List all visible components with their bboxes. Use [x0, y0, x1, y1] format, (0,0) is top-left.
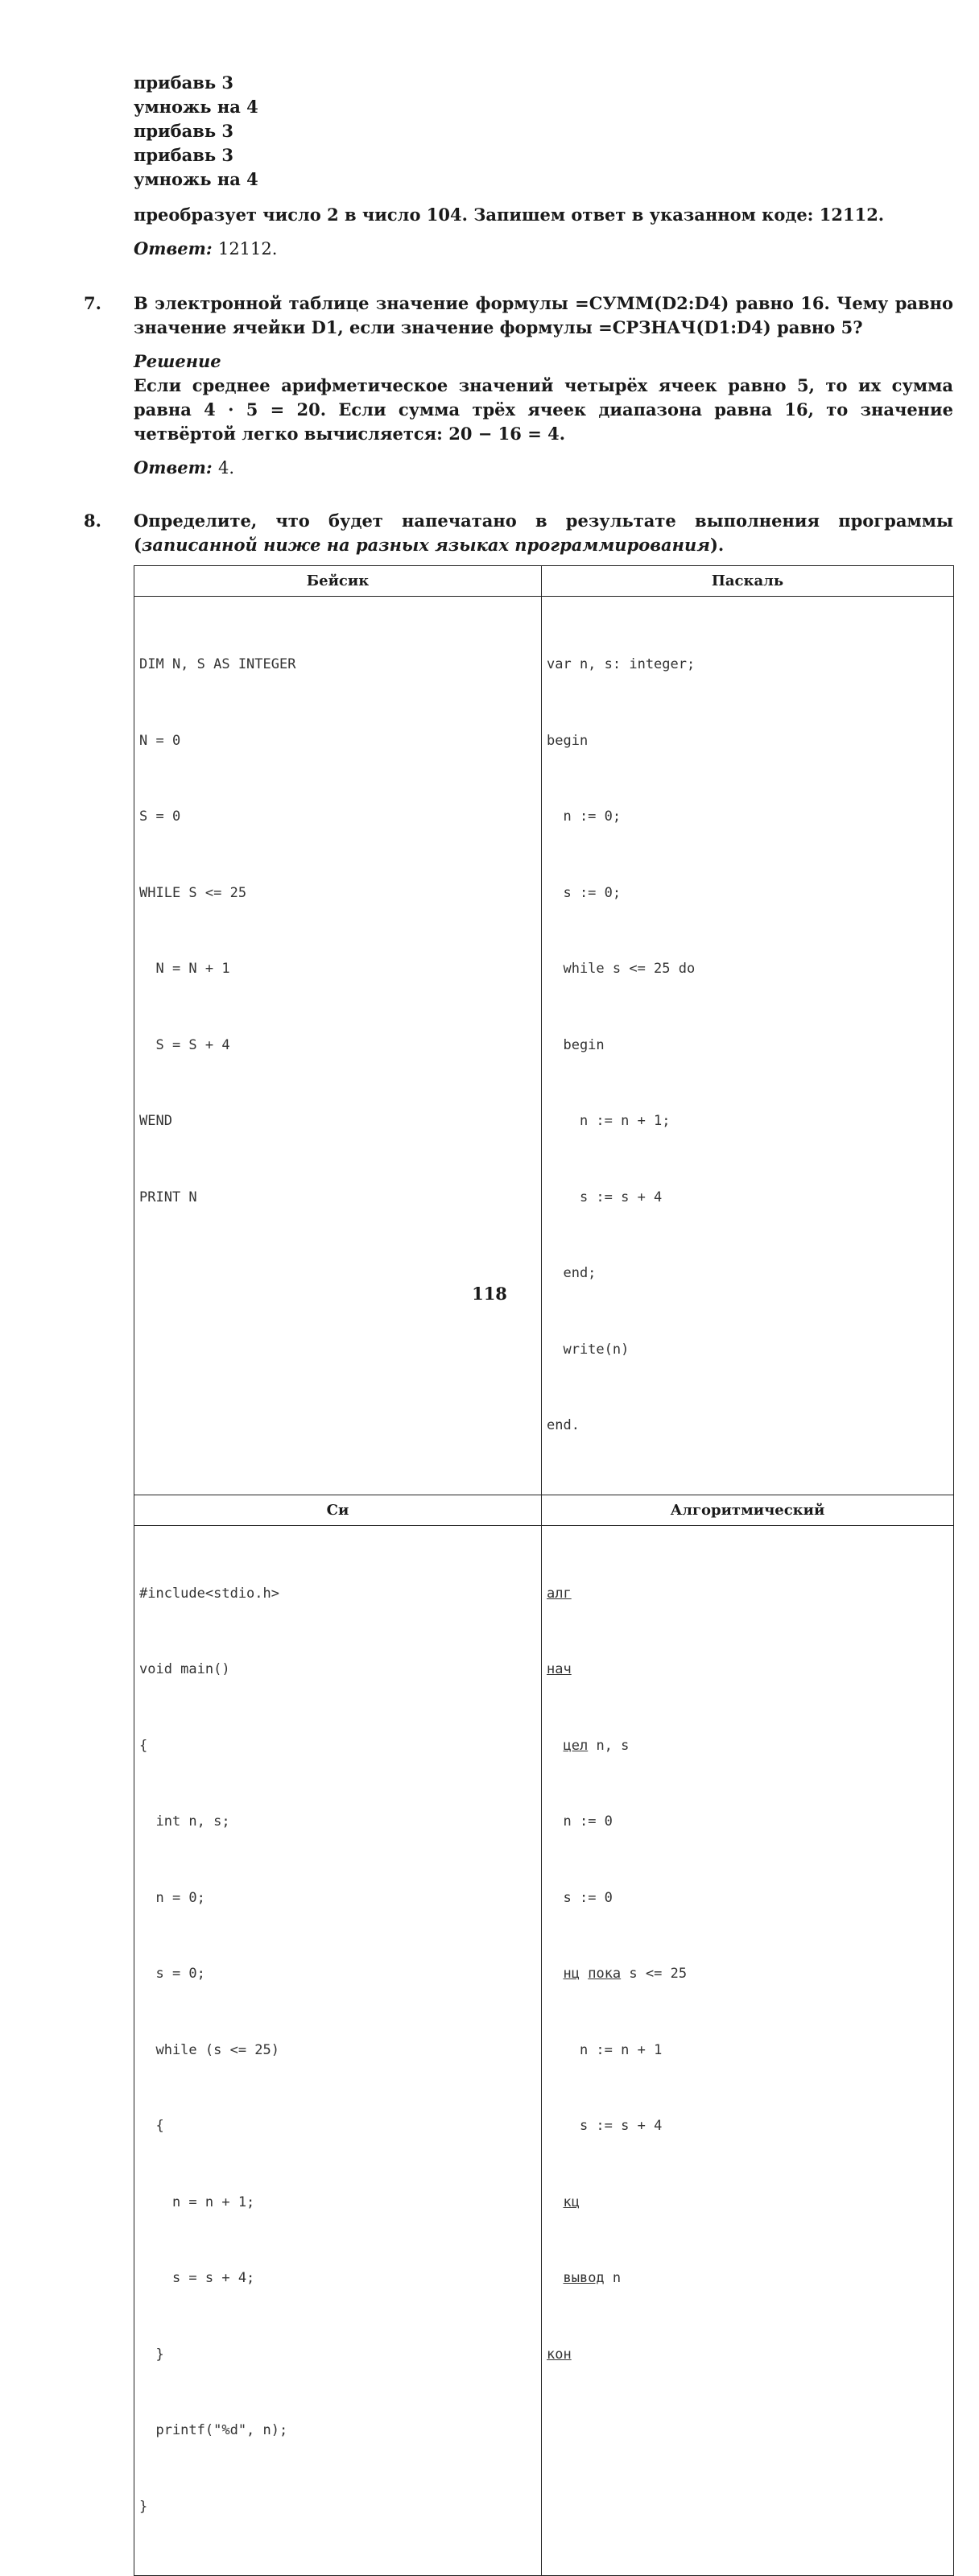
- code-line: S = 0: [139, 808, 181, 825]
- code-line: }: [139, 2346, 164, 2363]
- pascal-header: Паскаль: [542, 566, 954, 597]
- code-line: while s <= 25 do: [547, 961, 696, 977]
- code-line: void main(): [139, 1661, 230, 1677]
- vyvod-var: n: [604, 2270, 622, 2286]
- keyword-nc: нц: [563, 1966, 580, 1982]
- algo-code-cell: [542, 1525, 954, 2576]
- c-code: [139, 1531, 536, 2571]
- code-line: s = 0;: [139, 1966, 205, 1982]
- answer-7-label: Ответ:: [134, 457, 213, 478]
- basic-code-cell: [134, 597, 542, 1495]
- s-init: s := 0: [563, 1889, 613, 1906]
- solution-title: Решение: [134, 351, 221, 371]
- solution-text: Если среднее арифметическое значений четырёх ячеек равно 5, то их сумма равна 4 · 5 = 20. Если сумма трёх ячеек диапазона равна 16, то значение четвёртой легко вычисляется: 20 − 16 = 4.: [134, 375, 953, 444]
- page-number: 118: [472, 1284, 507, 1304]
- code-line: n := n + 1;: [547, 1113, 671, 1129]
- code-line: S = S + 4: [139, 1036, 230, 1053]
- code-line: N = 0: [139, 732, 181, 749]
- code-line: printf("%d", n);: [139, 2422, 288, 2438]
- code-line: }: [139, 2498, 148, 2515]
- keyword-cel: цел: [563, 1737, 589, 1754]
- code-line: [547, 1582, 948, 1607]
- code-line: n := 0;: [547, 808, 622, 825]
- operation-2: умножь на 4: [134, 97, 258, 117]
- code-line: [547, 1809, 948, 1835]
- n-increment: n := n + 1: [579, 2041, 663, 2058]
- code-line: while (s <= 25): [139, 2041, 279, 2058]
- answer-7-value: 4.: [217, 458, 234, 478]
- operation-5: умножь на 4: [134, 169, 258, 189]
- code-line: s := s + 4: [547, 1189, 663, 1205]
- code-line: [547, 2038, 948, 2064]
- code-line: [547, 1657, 948, 1683]
- keyword-vyvod: вывод: [563, 2270, 605, 2286]
- code-line: n = 0;: [139, 1889, 205, 1906]
- c-code-cell: [134, 1525, 542, 2576]
- answer-6-value: 12112.: [217, 239, 278, 258]
- answer-6-label: Ответ:: [134, 238, 213, 258]
- code-line: [547, 2114, 948, 2140]
- code-line: [547, 2342, 948, 2368]
- question-8-text-italic: записанной ниже на разных языках программирования: [141, 535, 710, 555]
- answer-7: [134, 457, 234, 478]
- cel-vars: n, s: [588, 1737, 630, 1754]
- n-init: n := 0: [563, 1813, 613, 1830]
- keyword-poka: пока: [588, 1966, 622, 1982]
- code-line: begin: [547, 732, 589, 749]
- code-line: int n, s;: [139, 1813, 230, 1830]
- basic-code: [139, 602, 536, 1261]
- code-line: n = n + 1;: [139, 2194, 255, 2210]
- s-increment: s := s + 4: [579, 2118, 663, 2134]
- loop-condition: s <= 25: [621, 1966, 688, 1982]
- code-line: s := 0;: [547, 884, 622, 901]
- question-7-number: 7.: [84, 293, 101, 313]
- c-header: Си: [134, 1495, 542, 1525]
- code-line: end.: [547, 1417, 580, 1433]
- code-line: [547, 2266, 948, 2292]
- operation-1: прибавь 3: [134, 72, 234, 93]
- code-line: #include<stdio.h>: [139, 1585, 279, 1602]
- code-line: end;: [547, 1265, 597, 1281]
- operation-4: прибавь 3: [134, 145, 234, 165]
- question-7-text: В электронной таблице значение формулы =СУММ(D2:D4) равно 16. Чему равно значение ячейки D1, если значение формулы =СРЗНАЧ(D1:D4) равно 5?: [134, 293, 953, 337]
- code-line: [547, 2190, 948, 2216]
- question-8-text-end: ).: [709, 535, 725, 555]
- code-line: WHILE S <= 25: [139, 884, 247, 901]
- program-table: [134, 565, 954, 2576]
- code-line: {: [139, 1737, 148, 1754]
- code-line: write(n): [547, 1341, 630, 1358]
- operations-list: [134, 71, 258, 192]
- pascal-code-cell: [542, 597, 954, 1495]
- answer-6: [134, 238, 277, 258]
- code-line: begin: [547, 1036, 605, 1053]
- code-line: var n, s: integer;: [547, 656, 696, 672]
- operation-3: прибавь 3: [134, 121, 234, 141]
- code-line: N = N + 1: [139, 961, 230, 977]
- code-line: [547, 1734, 948, 1759]
- algo-code: [547, 1531, 948, 2419]
- question-8-number: 8.: [84, 511, 101, 531]
- question-8-text-main: Определите, что будет напечатано в результате выполнения программы (: [134, 511, 953, 555]
- code-line: [547, 1886, 948, 1912]
- code-line: s = s + 4;: [139, 2270, 255, 2286]
- code-line: [547, 1962, 948, 1987]
- code-line: {: [139, 2118, 164, 2134]
- code-line: WEND: [139, 1113, 172, 1129]
- code-line: PRINT N: [139, 1189, 197, 1205]
- keyword-nach: нач: [547, 1661, 572, 1677]
- keyword-alg: алг: [547, 1585, 572, 1602]
- algo-header: Алгоритмический: [542, 1495, 954, 1525]
- conversion-text: преобразует число 2 в число 104. Запишем ответ в указанном коде: 12112.: [134, 205, 885, 225]
- keyword-kc: кц: [563, 2194, 580, 2210]
- question-8-text: [134, 509, 953, 557]
- code-line: DIM N, S AS INTEGER: [139, 656, 296, 672]
- keyword-kon: кон: [547, 2346, 572, 2363]
- basic-header: Бейсик: [134, 566, 542, 597]
- pascal-code: [547, 602, 948, 1490]
